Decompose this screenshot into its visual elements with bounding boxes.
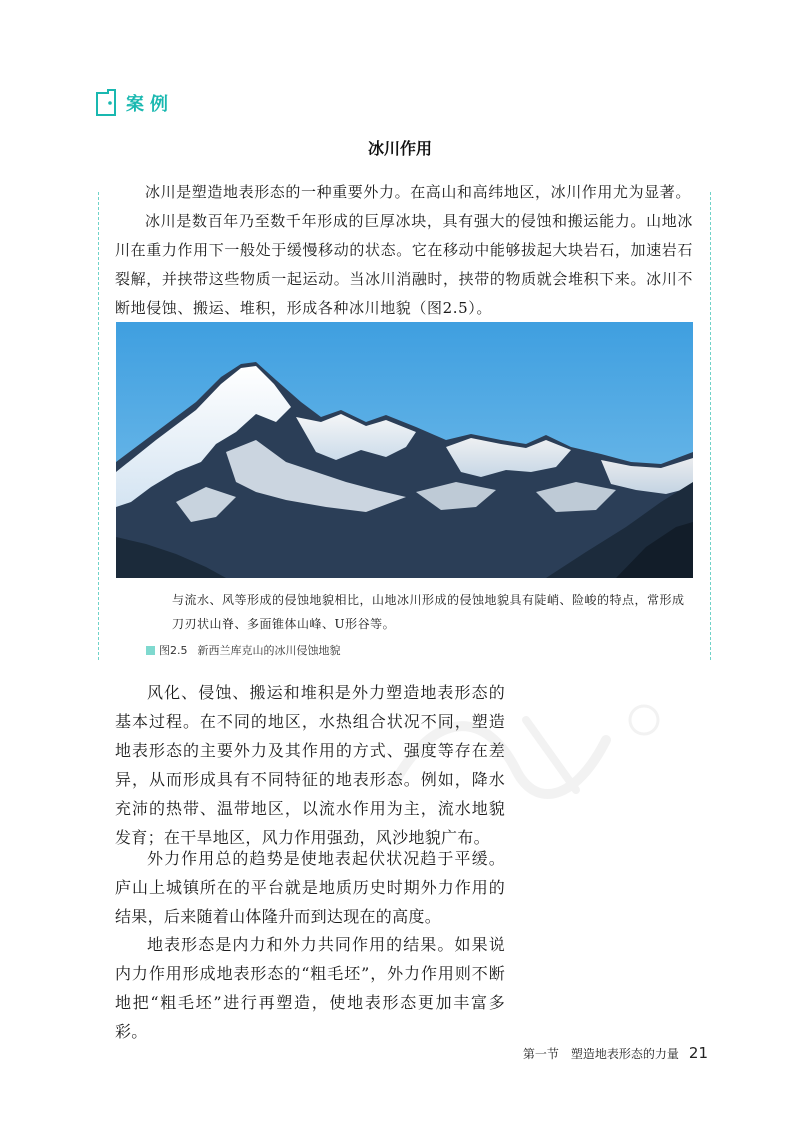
figure-caption-text: 新西兰库克山的冰川侵蚀地貌 — [197, 644, 341, 657]
figure-caption — [146, 642, 341, 658]
figure-note: 与流水、风等形成的侵蚀地貌相比，山地冰川形成的侵蚀地貌具有陡峭、险峻的特点，常形成刀刃状山脊、多面锥体山峰、U形谷等。 — [172, 593, 685, 631]
figure-number: 图2.5 — [159, 644, 188, 657]
mountain-photo — [116, 322, 693, 578]
body-paragraph-3: 地表形态是内力和外力共同作用的结果。如果说内力作用形成地表形态的“粗毛坯”，外力作用则不断地把“粗毛坯”进行再塑造，使地表形态更加丰富多彩。 — [115, 935, 505, 1041]
footer-section: 第一节 — [522, 1046, 559, 1061]
case-paragraph-2: 冰川是数百年乃至数千年形成的巨厚冰块，具有强大的侵蚀和搬运能力。山地冰川在重力作用下一般处于缓慢移动的状态。它在移动中能够拔起大块岩石，加速岩石裂解，并挟带这些物质一起运动。当冰川消融时，挟带的物质就会堆积下来。冰川不断地侵蚀、搬运、堆积，形成各种冰川地貌（图2.5）。 — [115, 212, 693, 317]
footer-title: 塑造地表形态的力量 — [570, 1046, 679, 1061]
case-header — [94, 88, 174, 118]
body-paragraph-2: 外力作用总的趋势是使地表起伏状况趋于平缓。庐山上城镇所在的平台就是地质历史时期外力作用的结果，后来随着山体隆升而到达现在的高度。 — [115, 849, 505, 926]
case-title: 冰川作用 — [367, 139, 432, 158]
page-number: 21 — [688, 1044, 708, 1062]
book-corner-icon — [94, 89, 118, 117]
body-paragraph-1: 风化、侵蚀、搬运和堆积是外力塑造地表形态的基本过程。在不同的地区，水热组合状况不同，塑造地表形态的主要外力及其作用的方式、强度等存在差异，从而形成具有不同特征的地表形态。例如，降水充沛的热带、温带地区，以流水作用为主，流水地貌发育；在干旱地区，风力作用强劲，风沙地貌广布。 — [115, 683, 505, 847]
page-footer — [523, 1044, 708, 1062]
case-label: 案例 — [126, 94, 174, 115]
square-marker-icon — [146, 646, 155, 655]
case-paragraph-1: 冰川是塑造地表形态的一种重要外力。在高山和高纬地区，冰川作用尤为显著。 — [145, 183, 692, 201]
